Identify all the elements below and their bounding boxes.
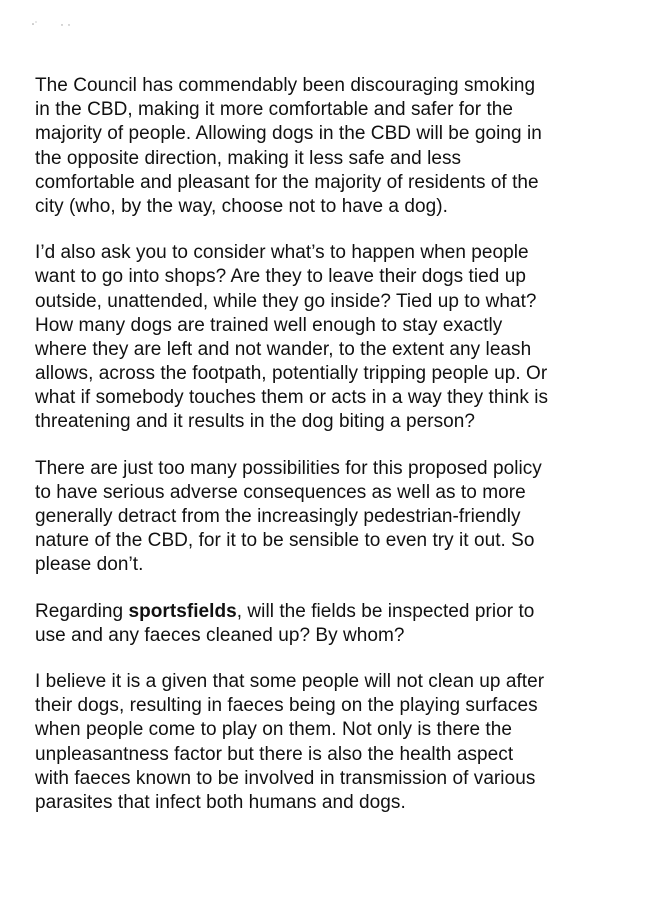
bold-term: sportsfields xyxy=(128,600,237,622)
text-line: where they are left and not wander, to the extent any leash xyxy=(35,338,532,360)
text-line: comfortable and pleasant for the majority of residents of the xyxy=(35,171,539,193)
paragraph-smoking-cbd xyxy=(35,74,635,219)
scan-speck xyxy=(68,24,69,25)
paragraph-shops xyxy=(35,241,635,435)
text-line: to have serious adverse consequences as well as to more xyxy=(35,481,526,503)
scan-speck xyxy=(61,24,62,25)
text-line: use and any faeces cleaned up? By whom? xyxy=(35,624,405,646)
text-line: The Council has commendably been discouraging smoking xyxy=(35,75,536,96)
text-line: generally detract from the increasingly pedestrian-friendly xyxy=(35,506,521,527)
text-line: parasites that infect both humans and dogs. xyxy=(35,791,406,813)
text-line: in the CBD, making it more comfortable and safer for the xyxy=(35,99,514,121)
text-run: Regarding xyxy=(35,600,129,622)
text-run: , will the fields be inspected prior to xyxy=(236,600,535,622)
text-line: with faeces known to be involved in transmission of various xyxy=(35,767,536,789)
text-line xyxy=(35,600,635,624)
scan-marks xyxy=(30,16,80,28)
text-line: when people come to play on them. Not only is there the xyxy=(35,719,512,741)
paragraph-health xyxy=(35,670,635,815)
text-line: majority of people. Allowing dogs in the CBD will be going in xyxy=(35,123,542,145)
text-line: nature of the CBD, for it to be sensible to even try it out. So xyxy=(35,530,535,552)
paragraph-consequences xyxy=(35,457,635,578)
text-line: the opposite direction, making it less safe and less xyxy=(35,147,462,169)
text-line: allows, across the footpath, potentially tripping people up. Or xyxy=(35,363,548,385)
paragraph-sportsfields xyxy=(35,600,635,648)
text-line: I believe it is a given that some people will not clean up after xyxy=(35,670,545,692)
scan-speck xyxy=(35,21,36,22)
text-line: There are just too many possibilities for this proposed policy xyxy=(35,457,542,479)
text-line: I’d also ask you to consider what’s to happen when people xyxy=(35,242,529,264)
text-line: unpleasantness factor but there is also the health aspect xyxy=(35,743,514,765)
text-line: please don’t. xyxy=(35,554,144,576)
text-line: city (who, by the way, choose not to have a dog). xyxy=(35,195,448,217)
text-line: what if somebody touches them or acts in a way they think is xyxy=(35,387,549,409)
text-line: want to go into shops? Are they to leave their dogs tied up xyxy=(35,266,526,288)
text-line: outside, unattended, while they go inside? Tied up to what? xyxy=(35,290,537,312)
text-line: How many dogs are trained well enough to stay exactly xyxy=(35,314,503,336)
text-line: threatening and it results in the dog biting a person? xyxy=(35,411,475,433)
text-line: their dogs, resulting in faeces being on the playing surfaces xyxy=(35,695,538,717)
scan-speck xyxy=(32,23,34,25)
letter-body xyxy=(35,74,635,837)
